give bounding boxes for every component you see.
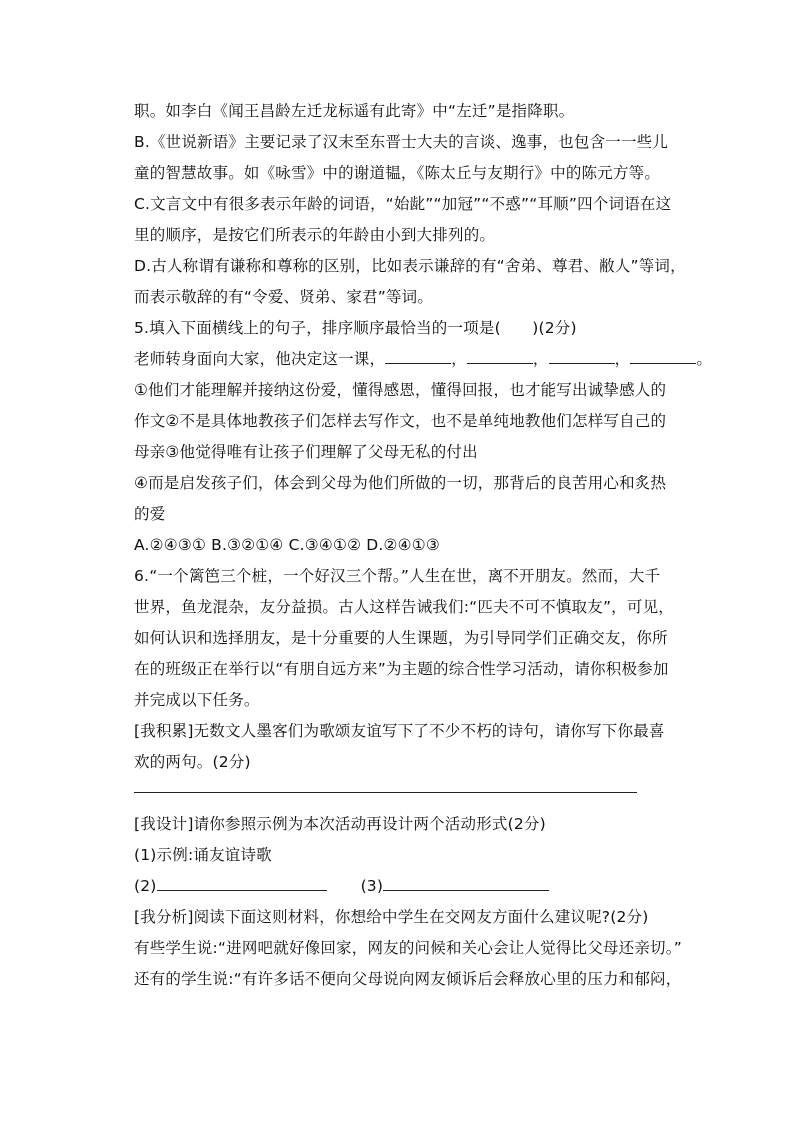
question-5-title: 5.填入下面横线上的句子，排序顺序最恰当的一项是( )(2分) xyxy=(134,319,577,337)
task-design: [我设计]请你参照示例为本次活动再设计两个活动形式(2分) xyxy=(134,815,546,833)
design-answers xyxy=(134,871,674,902)
example-item: (1)示例:诵友谊诗歌 xyxy=(134,846,272,864)
item-2-label: (2) xyxy=(134,877,157,895)
separator: ， xyxy=(451,350,467,368)
text-line: 在的班级正在举行以“有朋自远方来”为主题的综合性学习活动，请你积极参加 xyxy=(134,660,669,678)
text-line: 而表示敬辞的有“令爱、贤弟、家君”等词。 xyxy=(134,288,434,306)
answer-blank-4[interactable] xyxy=(630,345,696,364)
text-line: 职。如李白《闻王昌龄左迁龙标遥有此寄》中“左迁”是指降职。 xyxy=(134,102,575,120)
sentence-4: ④而是启发孩子们，体会到父母为他们所做的一切，那背后的良苦用心和炙热 xyxy=(134,474,667,492)
text-line: 的爱 xyxy=(134,505,166,523)
document-page xyxy=(134,96,713,995)
answer-blank-3[interactable] xyxy=(549,345,615,364)
separator: ， xyxy=(532,350,549,368)
task-analyze: [我分析]阅读下面这则材料，你想给中学生在交网友方面什么建议呢?(2分) xyxy=(134,908,649,926)
text-line: 并完成以下任务。 xyxy=(134,691,260,709)
answer-blank-item-3[interactable] xyxy=(383,872,549,891)
stem-text: 老师转身面向大家，他决定这一课， xyxy=(134,350,386,368)
answer-line[interactable] xyxy=(134,778,674,809)
answer-options: A.②④③① B.③②①④ C.③④①② D.②④①③ xyxy=(134,536,440,554)
text-line: 作文②不是具体地教孩子们怎样去写作文，也不是单纯地教他们怎样写自己的 xyxy=(134,412,667,430)
answer-blank-2[interactable] xyxy=(467,345,533,364)
text-line: 有些学生说:“进网吧就好像回家，网友的问候和关心会让人觉得比父母还亲切。” xyxy=(134,939,682,957)
option-c-line: C.文言文中有很多表示年龄的词语，“始龀”“加冠”“不惑”“耳顺”四个词语在这 xyxy=(134,195,672,213)
item-3-label: (3) xyxy=(360,877,384,895)
text-line: 童的智慧故事。如《咏雪》中的谢道韫，《陈太丘与友期行》中的陈元方等。 xyxy=(134,164,661,182)
text-line: 欢的两句。(2分) xyxy=(134,753,251,771)
option-b-line: B.《世说新语》主要记录了汉末至东晋士大夫的言谈、逸事，也包含一一些儿 xyxy=(134,133,669,151)
answer-blank-item-2[interactable] xyxy=(157,872,327,891)
text-line: 如何认识和选择朋友，是十分重要的人生课题，为引导同学们正确交友，你所 xyxy=(134,629,668,647)
option-d-line: D.古人称谓有谦称和尊称的区别，比如表示谦辞的有“舍弟、尊君、敝人”等词， xyxy=(134,257,686,275)
separator: ， xyxy=(614,350,631,368)
answer-blank-1[interactable] xyxy=(385,345,451,364)
question-6-title: 6.“一个篱笆三个桩，一个好汉三个帮。”人生在世，离不开朋友。然而，大千 xyxy=(134,567,661,585)
text-line: 里的顺序，是按它们所表示的年龄由小到大排列的。 xyxy=(134,226,496,244)
task-accumulate: [我积累]无数文人墨客们为歌颂友谊写下了不少不朽的诗句，请你写下你最喜 xyxy=(134,722,665,740)
question-5-stem xyxy=(134,344,713,375)
end-mark: 。 xyxy=(696,350,713,368)
text-line: 世界，鱼龙混杂，友分益损。古人这样告诫我们:“匹夫不可不慎取友”，可见， xyxy=(134,598,674,616)
sentence-1: ①他们才能理解并接纳这份爱，懂得感恩，懂得回报，也才能写出诚挚感人的 xyxy=(134,381,667,399)
text-line: 母亲③他觉得唯有让孩子们理解了父母无私的付出 xyxy=(134,443,478,461)
text-line: 还有的学生说:“有许多话不便向父母说向网友倾诉后会释放心里的压力和郁闷， xyxy=(134,970,682,988)
